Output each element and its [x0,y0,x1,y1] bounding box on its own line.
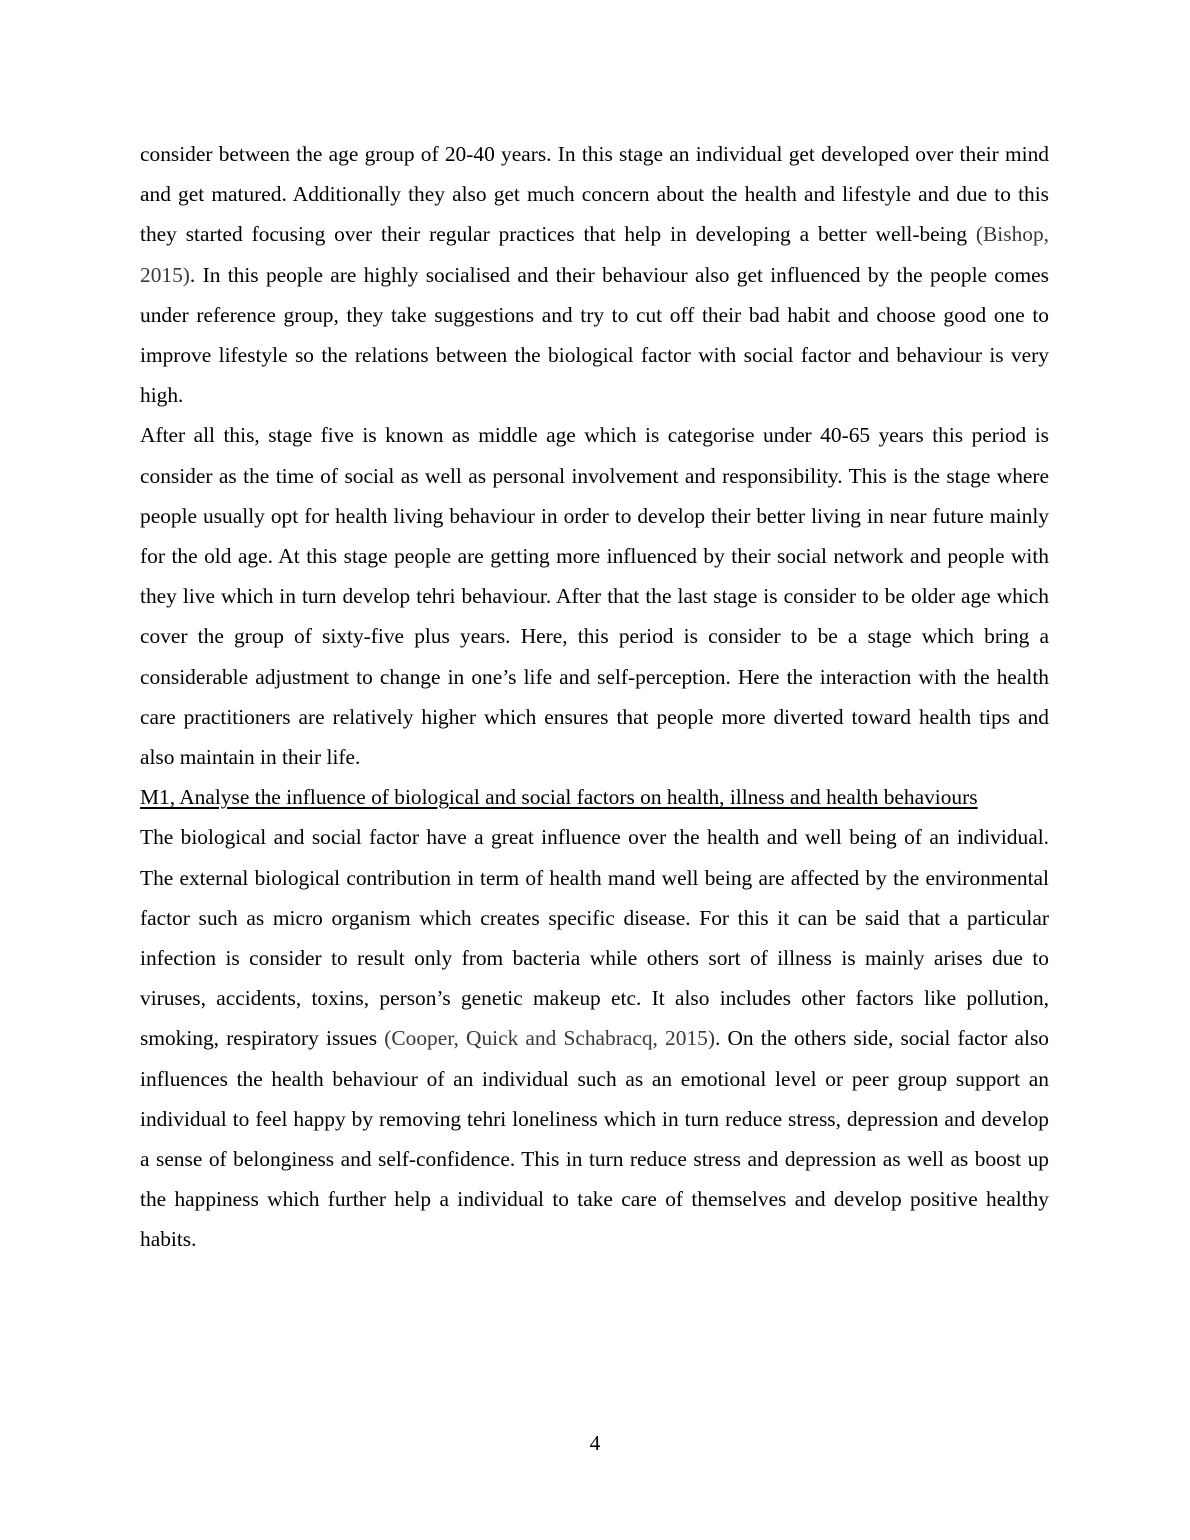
section-heading-m1: M1, Analyse the influence of biological and social factors on health, illness and health behaviours [140,785,978,810]
paragraph-text: The biological and social factor have a great influence over the health and well being of an individual. The external biological contribution in term of health mand well being are affected by the environmental factor such as micro organism which creates specific disease. For this it can be said that a particular infection is consider to result only from bacteria while others sort of illness is mainly arises due to viruses, accidents, toxins, person’s genetic makeup etc. It also includes other factors like pollution, smoking, respiratory issues [140,825,1049,1051]
page-number: 4 [589,1431,601,1455]
paragraph-early-adulthood [140,134,1049,415]
paragraph-text: consider between the age group of 20-40 years. In this stage an individual get developed over their mind and get matured. Additionally they also get much concern about the health and lifestyle and due to this they started focusing over their regular practices that help in developing a better well-being [140,142,1049,247]
page-body [140,134,1049,1260]
citation-bishop: (Bishop, 2015) [140,222,1049,287]
paragraph-text: . On the others side, social factor also influences the health behaviour of an individual such as an emotional level or peer group support an individual to feel happy by removing tehri loneliness which in turn reduce stress, depression and develop a sense of belonginess and self-confidence. This in turn reduce stress and depression as well as boost up the happiness which further help a individual to take care of themselves and develop positive healthy habits. [140,1026,1049,1252]
citation-cooper: (Cooper, Quick and Schabracq, 2015) [384,1026,715,1051]
paragraph-biological-social-factors [140,817,1049,1259]
paragraph-text: . In this people are highly socialised and their behaviour also get influenced by the people comes under reference group, they take suggestions and try to cut off their bad habit and choose good one to improve lifestyle so the relations between the biological factor with social factor and behaviour is very high. [140,262,1049,408]
paragraph-middle-age: After all this, stage five is known as middle age which is categorise under 40-65 years this period is consider as the time of social as well as personal involvement and responsibility. This is the stage where people usually opt for health living behaviour in order to develop their better living in near future mainly for the old age. At this stage people are getting more influenced by their social network and people with they live which in turn develop tehri behaviour. After that the last stage is consider to be older age which cover the group of sixty-five plus years. Here, this period is consider to be a stage which bring a considerable adjustment to change in one’s life and self-perception. Here the interaction with the health care practitioners are relatively higher which ensures that people more diverted toward health tips and also maintain in their life. [140,423,1049,770]
